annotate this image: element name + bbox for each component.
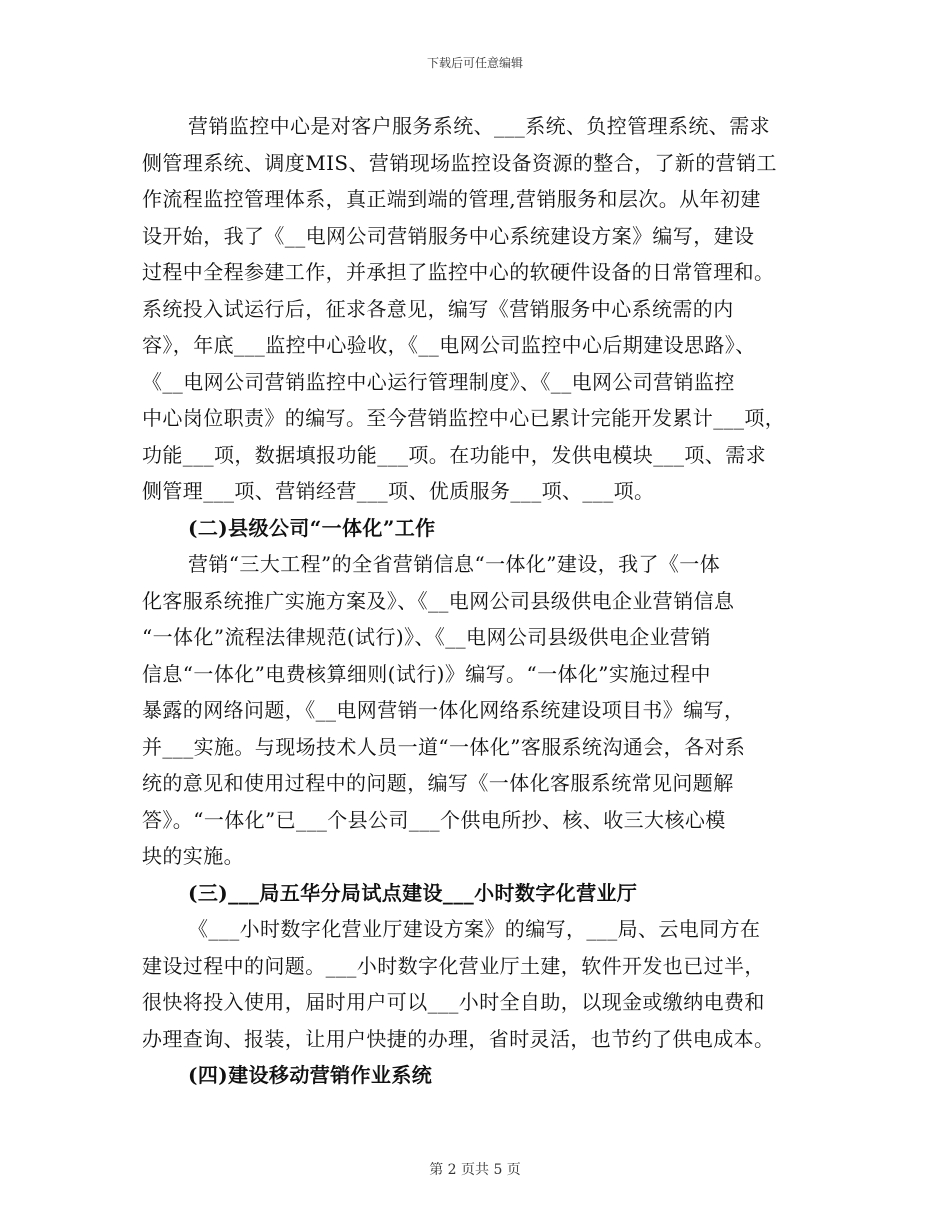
text-line: 《__电网公司营销监控中心运行管理制度》、《__电网公司营销监控 <box>142 369 735 394</box>
text-line: 侧管理系统、调度MIS、营销现场监控设备资源的整合，了新的营销工 <box>142 150 777 175</box>
text-line: 统的意见和使用过程中的问题，编写《一体化客服系统常见问题解 <box>142 771 734 795</box>
text-line: 答》。“一体化”已___个县公司___个供电所抄、核、收三大核心模 <box>142 807 726 832</box>
text-line: 设开始，我了《__电网公司营销服务中心系统建设方案》编写，建设 <box>142 223 755 248</box>
text-line: 营销“三大工程”的全省营销信息“一体化”建设，我了《一体 <box>188 552 721 576</box>
text-line: 功能___项，数据填报功能___项。在功能中，发供电模块___项、需求 <box>142 442 766 467</box>
text-line: 作流程监控管理体系，真正端到端的管理,营销服务和层次。从年初建 <box>142 187 761 211</box>
text-line: 建设过程中的问题。___小时数字化营业厅土建，软件开发也已过半， <box>142 953 765 978</box>
text-line: 很快将投入使用，届时用户可以___小时全自助，以现金或缴纳电费和 <box>142 990 765 1014</box>
text-line: 侧管理___项、营销经营___项、优质服务___项、___项。 <box>142 479 655 503</box>
text-line: 容》，年底___监控中心验收，《__电网公司监控中心后期建设思路》、 <box>142 333 756 357</box>
page-footer: 第 2 页共 5 页 <box>429 1162 521 1178</box>
text-line: 中心岗位职责》的编写。至今营销监控中心已累计完能开发累计___项， <box>142 406 786 430</box>
text-line: 信息“一体化”电费核算细则(试行)》编写。“一体化”实施过程中 <box>142 661 711 686</box>
text-line: 营销监控中心是对客户服务系统、___系统、负控管理系统、需求 <box>188 114 770 138</box>
text-line: 《___小时数字化营业厅建设方案》的编写，___局、云电同方在 <box>188 917 761 941</box>
text-line: 块的实施。 <box>142 844 244 868</box>
text-line: 系统投入试运行后，征求各意见，编写《营销服务中心系统需的内 <box>142 296 734 321</box>
text-line: “一体化”流程法律规范(试行)》、《__电网公司县级供电企业营销 <box>142 625 711 649</box>
text-line: 办理查询、报装，让用户快捷的办理，省时灵活，也节约了供电成本。 <box>142 1026 775 1051</box>
page-header: 下载后可任意编辑 <box>426 56 523 70</box>
section-heading: (三)___局五华分局试点建设___小时数字化营业厅 <box>188 880 638 905</box>
text-line: 暴露的网络问题，《__电网营销一体化网络系统建设项目书》编写， <box>142 698 745 722</box>
section-heading: (四)建设移动营销作业系统 <box>188 1063 433 1087</box>
text-line: 并___实施。与现场技术人员一道“一体化”客服系统沟通会，各对系 <box>142 734 746 759</box>
section-heading: (二)县级公司“一体化”工作 <box>188 515 436 540</box>
text-line: 化客服系统推广实施方案及》、《__电网公司县级供电企业营销信息 <box>142 588 735 613</box>
text-line: 过程中全程参建工作，并承担了监控中心的软硬件设备的日常管理和。 <box>142 260 775 284</box>
document-body <box>142 108 822 1094</box>
